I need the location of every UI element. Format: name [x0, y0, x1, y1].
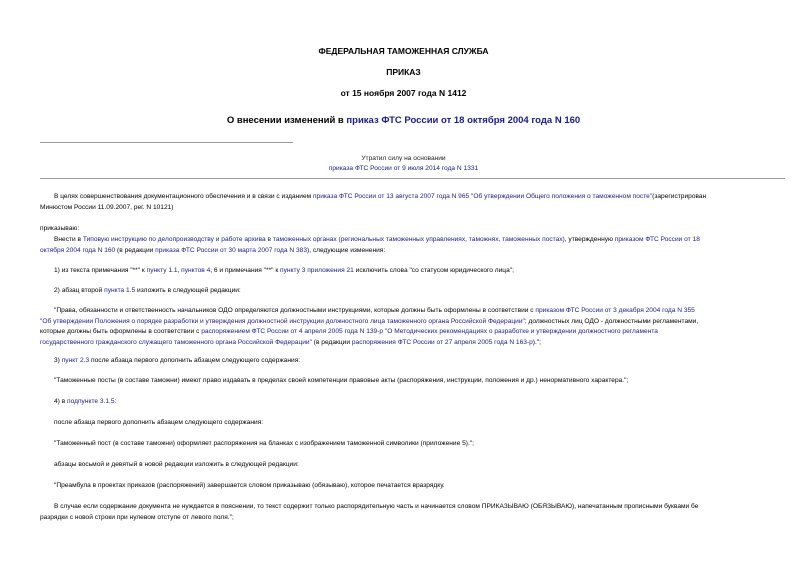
date-heading: от 15 ноября 2007 года N 1412	[340, 88, 467, 98]
doc-type-heading: ПРИКАЗ	[386, 67, 421, 77]
divider-bottom	[40, 178, 785, 179]
order-160-link[interactable]: приказом ФТС России от 18	[614, 236, 700, 243]
methodical-recommendations-link[interactable]: "О Методических рекомендациях о разработке и утверждении должностного регламента	[384, 328, 658, 336]
divider-top	[40, 142, 293, 143]
customs-post-regulation-link[interactable]: "Об утверждении Общего положения о таможенном посте"	[471, 193, 653, 200]
paragraph-7: 3) пункт 2.3 после абзаца первого дополнить абзацем следующего содержания:	[54, 357, 301, 364]
appendix-21-link[interactable]: пункту 3 приложения 21	[280, 267, 354, 274]
agency-heading: ФЕДЕРАЛЬНАЯ ТАМОЖЕННАЯ СЛУЖБА	[318, 46, 489, 56]
title-prefix: О внесении изменений в	[226, 115, 347, 126]
paragraph-2: приказываю:	[40, 225, 80, 232]
paragraph-6: "Права, обязанности и ответственность начальников ОДО определяются должностными инструкциями, которые должны быть оформлены в соответствии с приказом ФТС России от 3 декабря 2004 года N 355 "Об утверждении Положения о порядке разработки и утверждения должностной инструкции должностного лица таможенного органа Российской Федерации"; должностных лиц ОДО - должностными регламентами, которые должны быть оформлены в соответствии с распоряжением ФТС России от 4 апреля 2005 года N 139-р "О Методических рекомендациях о разработке и утверждении должностного регламента государственного гражданского служащего таможенного органа Российской Федерации" (в редакции распоряжения ФТС России от 27 апреля 2005 года N 163-р).";	[40, 307, 699, 346]
directive-163-link[interactable]: распоряжения ФТС России от 27 апреля 2005 года N 163-р	[351, 338, 533, 346]
item-2-3-link[interactable]: пункт 2.3	[61, 357, 90, 364]
paragraph-13: "Преамбула в проектах приказов (распоряжений) завершается словом приказываю (обязываю), которое печатается вразрядку.	[54, 482, 445, 489]
repeal-order-link[interactable]: приказа ФТС России от 9 июля 2014 года N 1331	[328, 165, 479, 172]
paragraph-10: после абзаца первого дополнить абзацем следующего содержания:	[54, 419, 264, 426]
paragraph-9: 4) в подпункте 3.1.5:	[54, 398, 117, 405]
paragraph-3: Внести в Типовую инструкцию по делопроизводству и работе архива в таможенных органах (региональных таможенных управлениях, таможнях, таможенных постах), утвержденную приказом ФТС России от 18 октября 2004 года N 160 (в редакции приказа ФТС России от 30 марта 2007 года N 383), следующие изменения:	[40, 236, 700, 254]
items-4-link[interactable]: пунктов 4	[181, 267, 211, 274]
document-title	[0, 115, 807, 127]
paragraph-4: 1) из текста примечания "**" к пункту 1.1, пунктов 4, 6 и примечания "**" к пункту 3 приложения 21 исключить слова "со статусом юридического лица";	[54, 267, 514, 274]
order-160-link-cont[interactable]: октября 2004 года N 160	[40, 246, 116, 254]
paragraph-14: В случае если содержание документа не нуждается в пояснении, то текст содержит только распорядительную часть и начинается словом ПРИКАЗЫВАЮ (ОБЯЗЫВАЮ), напечатанным прописными буквами бе разрядки с новой строки при нулевом отступе от левого поля.";	[40, 503, 699, 521]
item-1-1-link[interactable]: пункту 1.1	[146, 267, 178, 274]
item-1-5-link[interactable]: пункта 1.5	[104, 287, 136, 294]
paragraph-5: 2) абзац второй пункта 1.5 изложить в следующей редакции:	[54, 287, 241, 294]
model-instruction-link[interactable]: Типовую инструкцию по делопроизводству и работе архива в таможенных органах (региональных таможенных управлениях, таможнях, таможенных постах)	[82, 236, 565, 243]
paragraph-8: "Таможенные посты (в составе таможни) имеют право издавать в пределах своей компетенции правовые акты (распоряжения, инструкции, положения и др.) ненормативного характера.";	[54, 377, 629, 384]
directive-139-link[interactable]: распоряжением ФТС России от 4 апреля 2005 года N 139-р	[201, 328, 384, 336]
methodical-recommendations-link-cont[interactable]: государственного гражданского служащего таможенного органа Российской Федерации"	[40, 338, 312, 346]
paragraph-1: В целях совершенствования документационного обеспечения и в связи с изданием приказа ФТС России от 13 августа 2007 года N 965 "Об утверждении Общего положения о таможенном посте"(зарегистрирован Минюстом России 11.09.2007, рег. N 10121)	[40, 193, 707, 211]
status-note-line1: Утратил силу на основании	[361, 155, 446, 162]
status-note-line2	[0, 164, 807, 174]
order-965-link[interactable]: приказа ФТС России от 13 августа 2007 года N 965	[312, 193, 470, 200]
paragraph-11: "Таможенный пост (в составе таможни) оформляет распоряжения на бланках с изображением таможенной символики (приложение 5).";	[54, 440, 474, 447]
subitem-3-1-5-link[interactable]: подпункте 3.1.5	[67, 398, 115, 405]
order-355-link[interactable]: приказом ФТС России от 3 декабря 2004 года N 355	[535, 307, 695, 314]
job-instruction-regulation-link[interactable]: "Об утверждении Положения о порядке разработки и утверждения должностной инструкции должностного лица таможенного органа Российской Федерации"	[40, 317, 525, 325]
paragraph-12: абзацы восьмой и девятый в новой редакции изложить в следующей редакции:	[54, 461, 299, 468]
title-link[interactable]: приказ ФТС России от 18 октября 2004 года N 160	[346, 115, 581, 126]
order-383-link[interactable]: приказа ФТС России от 30 марта 2007 года N 383	[155, 246, 307, 254]
